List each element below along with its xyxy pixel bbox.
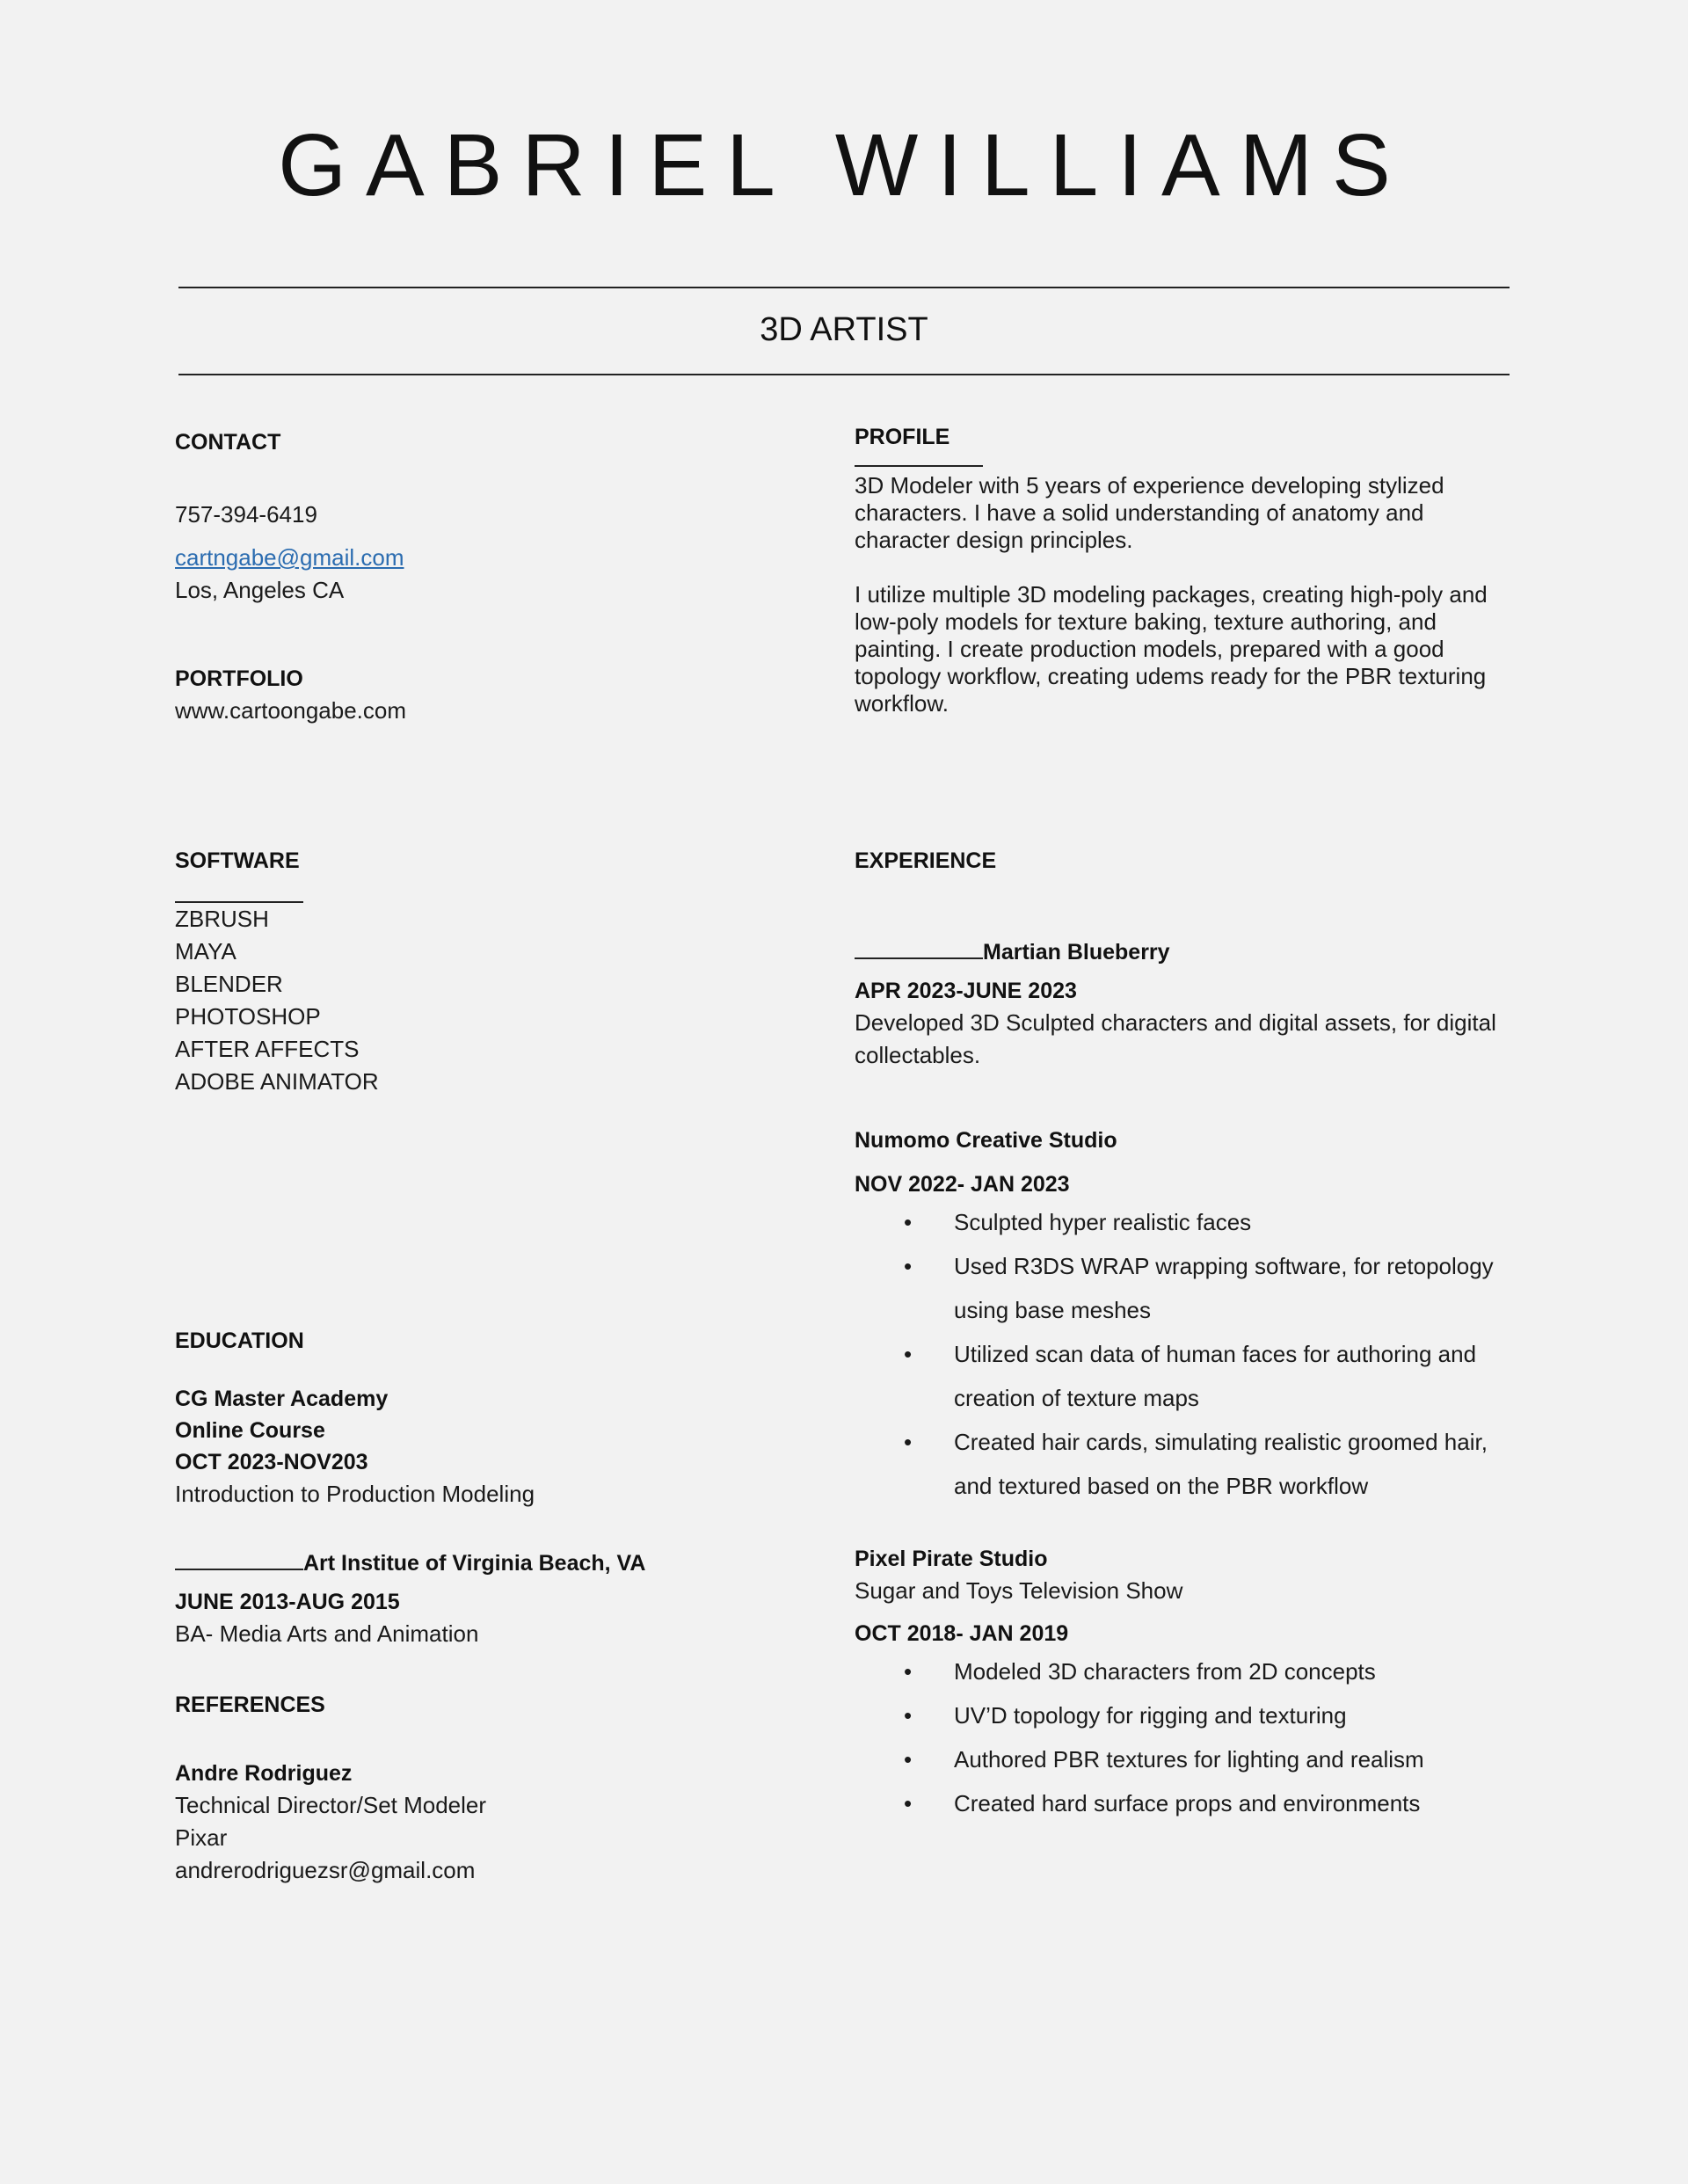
- school-cg-master: [175, 1383, 808, 1511]
- list-item: • Created hair cards, simulating realistic groomed hair, and textured based on the PBR workflow: [855, 1420, 1523, 1508]
- education-section: [175, 1325, 808, 1650]
- candidate-name: GABRIEL WILLIAMS: [278, 116, 1410, 215]
- school-program: BA- Media Arts and Animation: [175, 1620, 479, 1647]
- portfolio-url[interactable]: www.cartoongabe.com: [175, 697, 407, 724]
- reference-email[interactable]: andrerodriguezsr@gmail.com: [175, 1857, 476, 1883]
- software-item: PHOTOSHOP: [175, 1003, 321, 1030]
- school-name: CG Master Academy: [175, 1387, 389, 1411]
- contact-phone: 757-394-6419: [175, 501, 317, 528]
- profile-heading-underline: [855, 465, 983, 467]
- portfolio-section: [175, 663, 808, 727]
- job-bullets: [855, 1200, 1523, 1508]
- reference-role: Technical Director/Set Modeler: [175, 1792, 487, 1818]
- profile-paragraph-1: 3D Modeler with 5 years of experience developing stylized characters. I have a solid understanding of anatomy and character design principles.: [855, 472, 1444, 553]
- list-item: • Used R3DS WRAP wrapping software, for retopology using base meshes: [855, 1244, 1523, 1332]
- contact-section: [175, 426, 808, 607]
- job-dates: APR 2023-JUNE 2023: [855, 979, 1077, 1003]
- job-subtitle: Sugar and Toys Television Show: [855, 1577, 1183, 1604]
- job-title: 3D ARTIST: [760, 311, 928, 348]
- list-item: • Sculpted hyper realistic faces: [855, 1200, 1523, 1244]
- references-heading: REFERENCES: [175, 1693, 325, 1717]
- software-item: ZBRUSH: [175, 906, 269, 932]
- portfolio-heading: PORTFOLIO: [175, 666, 303, 691]
- school-name: Art Institue of Virginia Beach, VA: [303, 1551, 646, 1576]
- contact-heading: CONTACT: [175, 430, 281, 455]
- software-item: AFTER AFFECTS: [175, 1036, 360, 1062]
- school-art-institute: [175, 1547, 808, 1650]
- job-dates: OCT 2018- JAN 2019: [855, 1621, 1069, 1646]
- list-item: • Created hard surface props and environments: [855, 1781, 1523, 1825]
- list-item: • UV’D topology for rigging and texturing: [855, 1693, 1523, 1737]
- job-pixel-pirate: [855, 1543, 1523, 1825]
- contact-location: Los, Angeles CA: [175, 577, 345, 603]
- job-dates: NOV 2022- JAN 2023: [855, 1172, 1070, 1197]
- header-top-rule: [178, 287, 1510, 288]
- reference-name: Andre Rodriguez: [175, 1761, 353, 1786]
- software-heading: SOFTWARE: [175, 848, 300, 873]
- reference-entry: [175, 1758, 808, 1887]
- list-item: • Utilized scan data of human faces for authoring and creation of texture maps: [855, 1332, 1523, 1420]
- job-numomo: [855, 1125, 1523, 1508]
- job-company: Pixel Pirate Studio: [855, 1547, 1048, 1571]
- job-bullets: [855, 1649, 1523, 1825]
- list-item: • Authored PBR textures for lighting and realism: [855, 1737, 1523, 1781]
- school-dates: OCT 2023-NOV203: [175, 1450, 368, 1474]
- school-program: Introduction to Production Modeling: [175, 1481, 535, 1507]
- experience-heading: EXPERIENCE: [855, 848, 997, 873]
- school-type: Online Course: [175, 1418, 325, 1443]
- profile-paragraph-2: I utilize multiple 3D modeling packages, creating high-poly and low-poly models for texture baking, texture authoring, and painting. I create production models, prepared with a good topology workflow, creating udems ready for the PBR texturing workflow.: [855, 581, 1488, 717]
- experience-section: [855, 845, 1523, 1825]
- software-item: ADOBE ANIMATOR: [175, 1068, 379, 1095]
- education-heading: EDUCATION: [175, 1329, 304, 1353]
- software-item: MAYA: [175, 938, 236, 965]
- school-underline: [175, 1567, 303, 1570]
- job-company: Numomo Creative Studio: [855, 1128, 1117, 1153]
- header-bottom-rule: [178, 374, 1510, 375]
- references-section: [175, 1689, 808, 1887]
- job-martian-blueberry: [855, 936, 1523, 1072]
- reference-company: Pixar: [175, 1824, 228, 1851]
- software-item: BLENDER: [175, 971, 283, 997]
- school-dates: JUNE 2013-AUG 2015: [175, 1590, 400, 1614]
- job-underline: [855, 956, 983, 959]
- job-company: Martian Blueberry: [983, 940, 1170, 965]
- profile-heading: PROFILE: [855, 425, 950, 449]
- job-description: Developed 3D Sculpted characters and digital assets, for digital collectables.: [855, 1009, 1496, 1068]
- software-section: [175, 845, 808, 1098]
- list-item: • Modeled 3D characters from 2D concepts: [855, 1649, 1523, 1693]
- contact-email-link[interactable]: cartngabe@gmail.com: [175, 544, 404, 571]
- profile-section: [855, 421, 1523, 717]
